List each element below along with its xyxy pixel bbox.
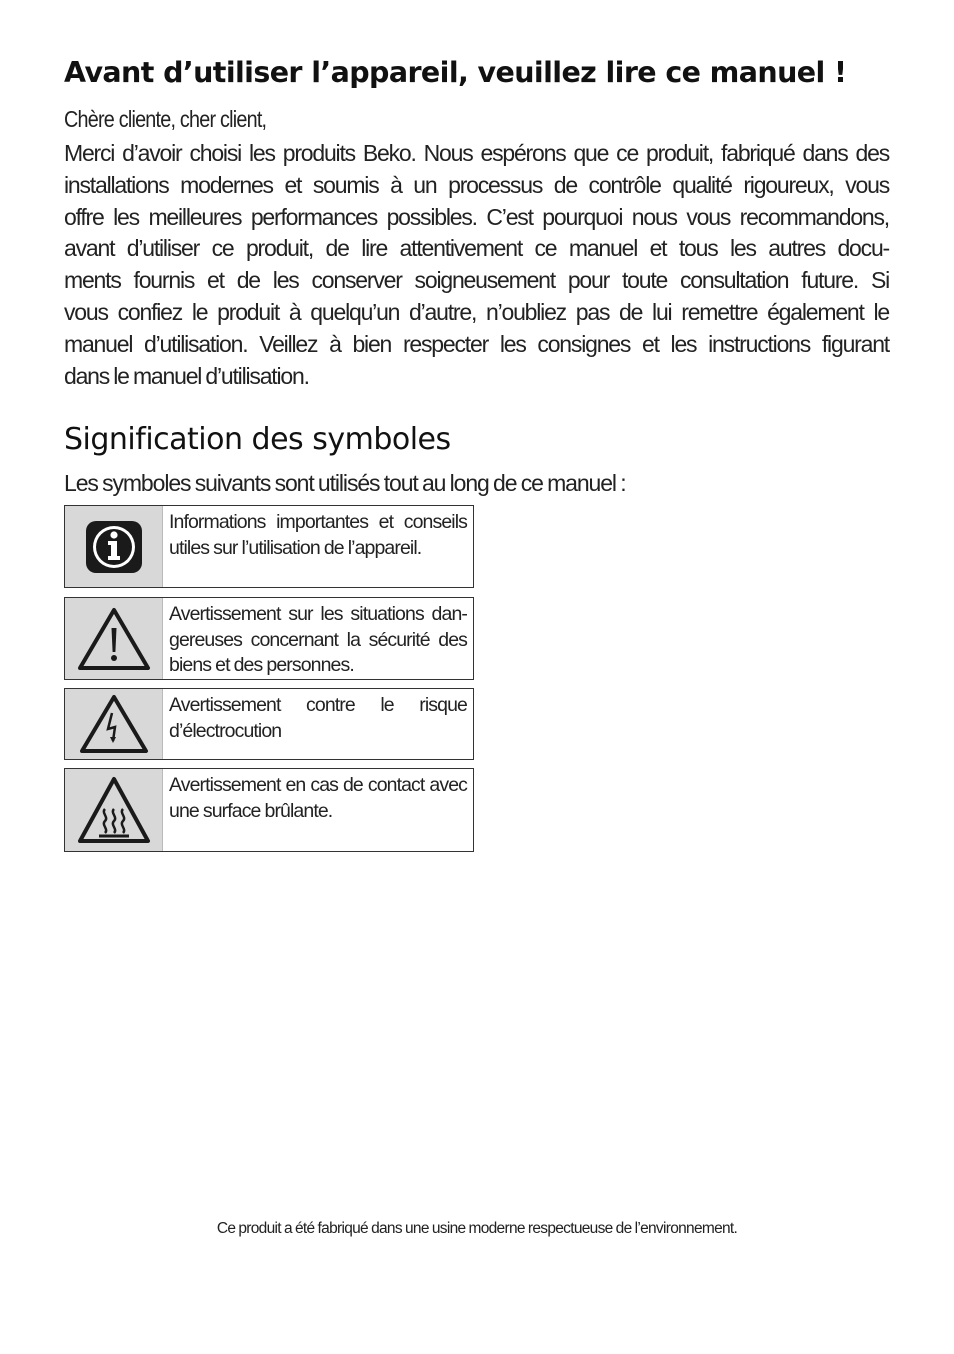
intro-line: manuel d’utilisation. Veillez à bien respecter les consignes et les instructions figurant xyxy=(64,330,889,357)
symbol-row-warning xyxy=(64,597,474,680)
intro-line: offre les meilleures performances possibles. C’est pourquoi nous vous recommandons, xyxy=(64,203,889,230)
electric-shock-icon xyxy=(65,689,163,759)
symbol-row-info xyxy=(64,505,474,588)
symbol-description: Informations importantes et conseils utiles sur l’utilisation de l’appareil. xyxy=(169,511,467,559)
intro-paragraph xyxy=(64,138,889,392)
intro-line: ments fournis et de les conserver soigneusement pour toute consultation future. Si xyxy=(64,267,889,294)
symbol-row-electric xyxy=(64,688,474,760)
warning-icon xyxy=(65,598,163,679)
intro-line: dans le manuel d’utilisation. xyxy=(64,362,309,389)
section-intro: Les symboles suivants sont utilisés tout au long de ce manuel : xyxy=(64,470,626,496)
symbol-description: Avertissement en cas de contact avec une surface brûlante. xyxy=(169,774,467,822)
intro-line: vous confiez le produit à quelqu’un d’autre, n’oubliez pas de lui remettre également le xyxy=(64,298,889,325)
symbol-description: Avertissement contre le risque d’électrocution xyxy=(169,694,467,742)
intro-line: installations modernes et soumis à un processus de contrôle qualité rigoureux, vous xyxy=(64,171,889,198)
symbol-row-hot-surface xyxy=(64,768,474,852)
footer-note: Ce produit a été fabriqué dans une usine moderne respectueuse de l’environnement. xyxy=(216,1220,738,1237)
salutation: Chère cliente, cher client, xyxy=(64,106,267,132)
intro-line: avant d’utiliser ce produit, de lire attentivement ce manuel et tous les autres docu- xyxy=(64,235,889,262)
hot-surface-icon xyxy=(65,769,163,851)
info-icon xyxy=(65,506,163,587)
section-title: Signification des symboles xyxy=(64,422,451,457)
page-title: Avant d’utiliser l’appareil, veuillez lire ce manuel ! xyxy=(64,56,847,89)
symbol-description: Avertissement sur les situations dan-gereuses concernant la sécurité des biens et des personnes. xyxy=(169,603,467,676)
intro-line: Merci d’avoir choisi les produits Beko. Nous espérons que ce produit, fabriqué dans des xyxy=(64,140,889,166)
